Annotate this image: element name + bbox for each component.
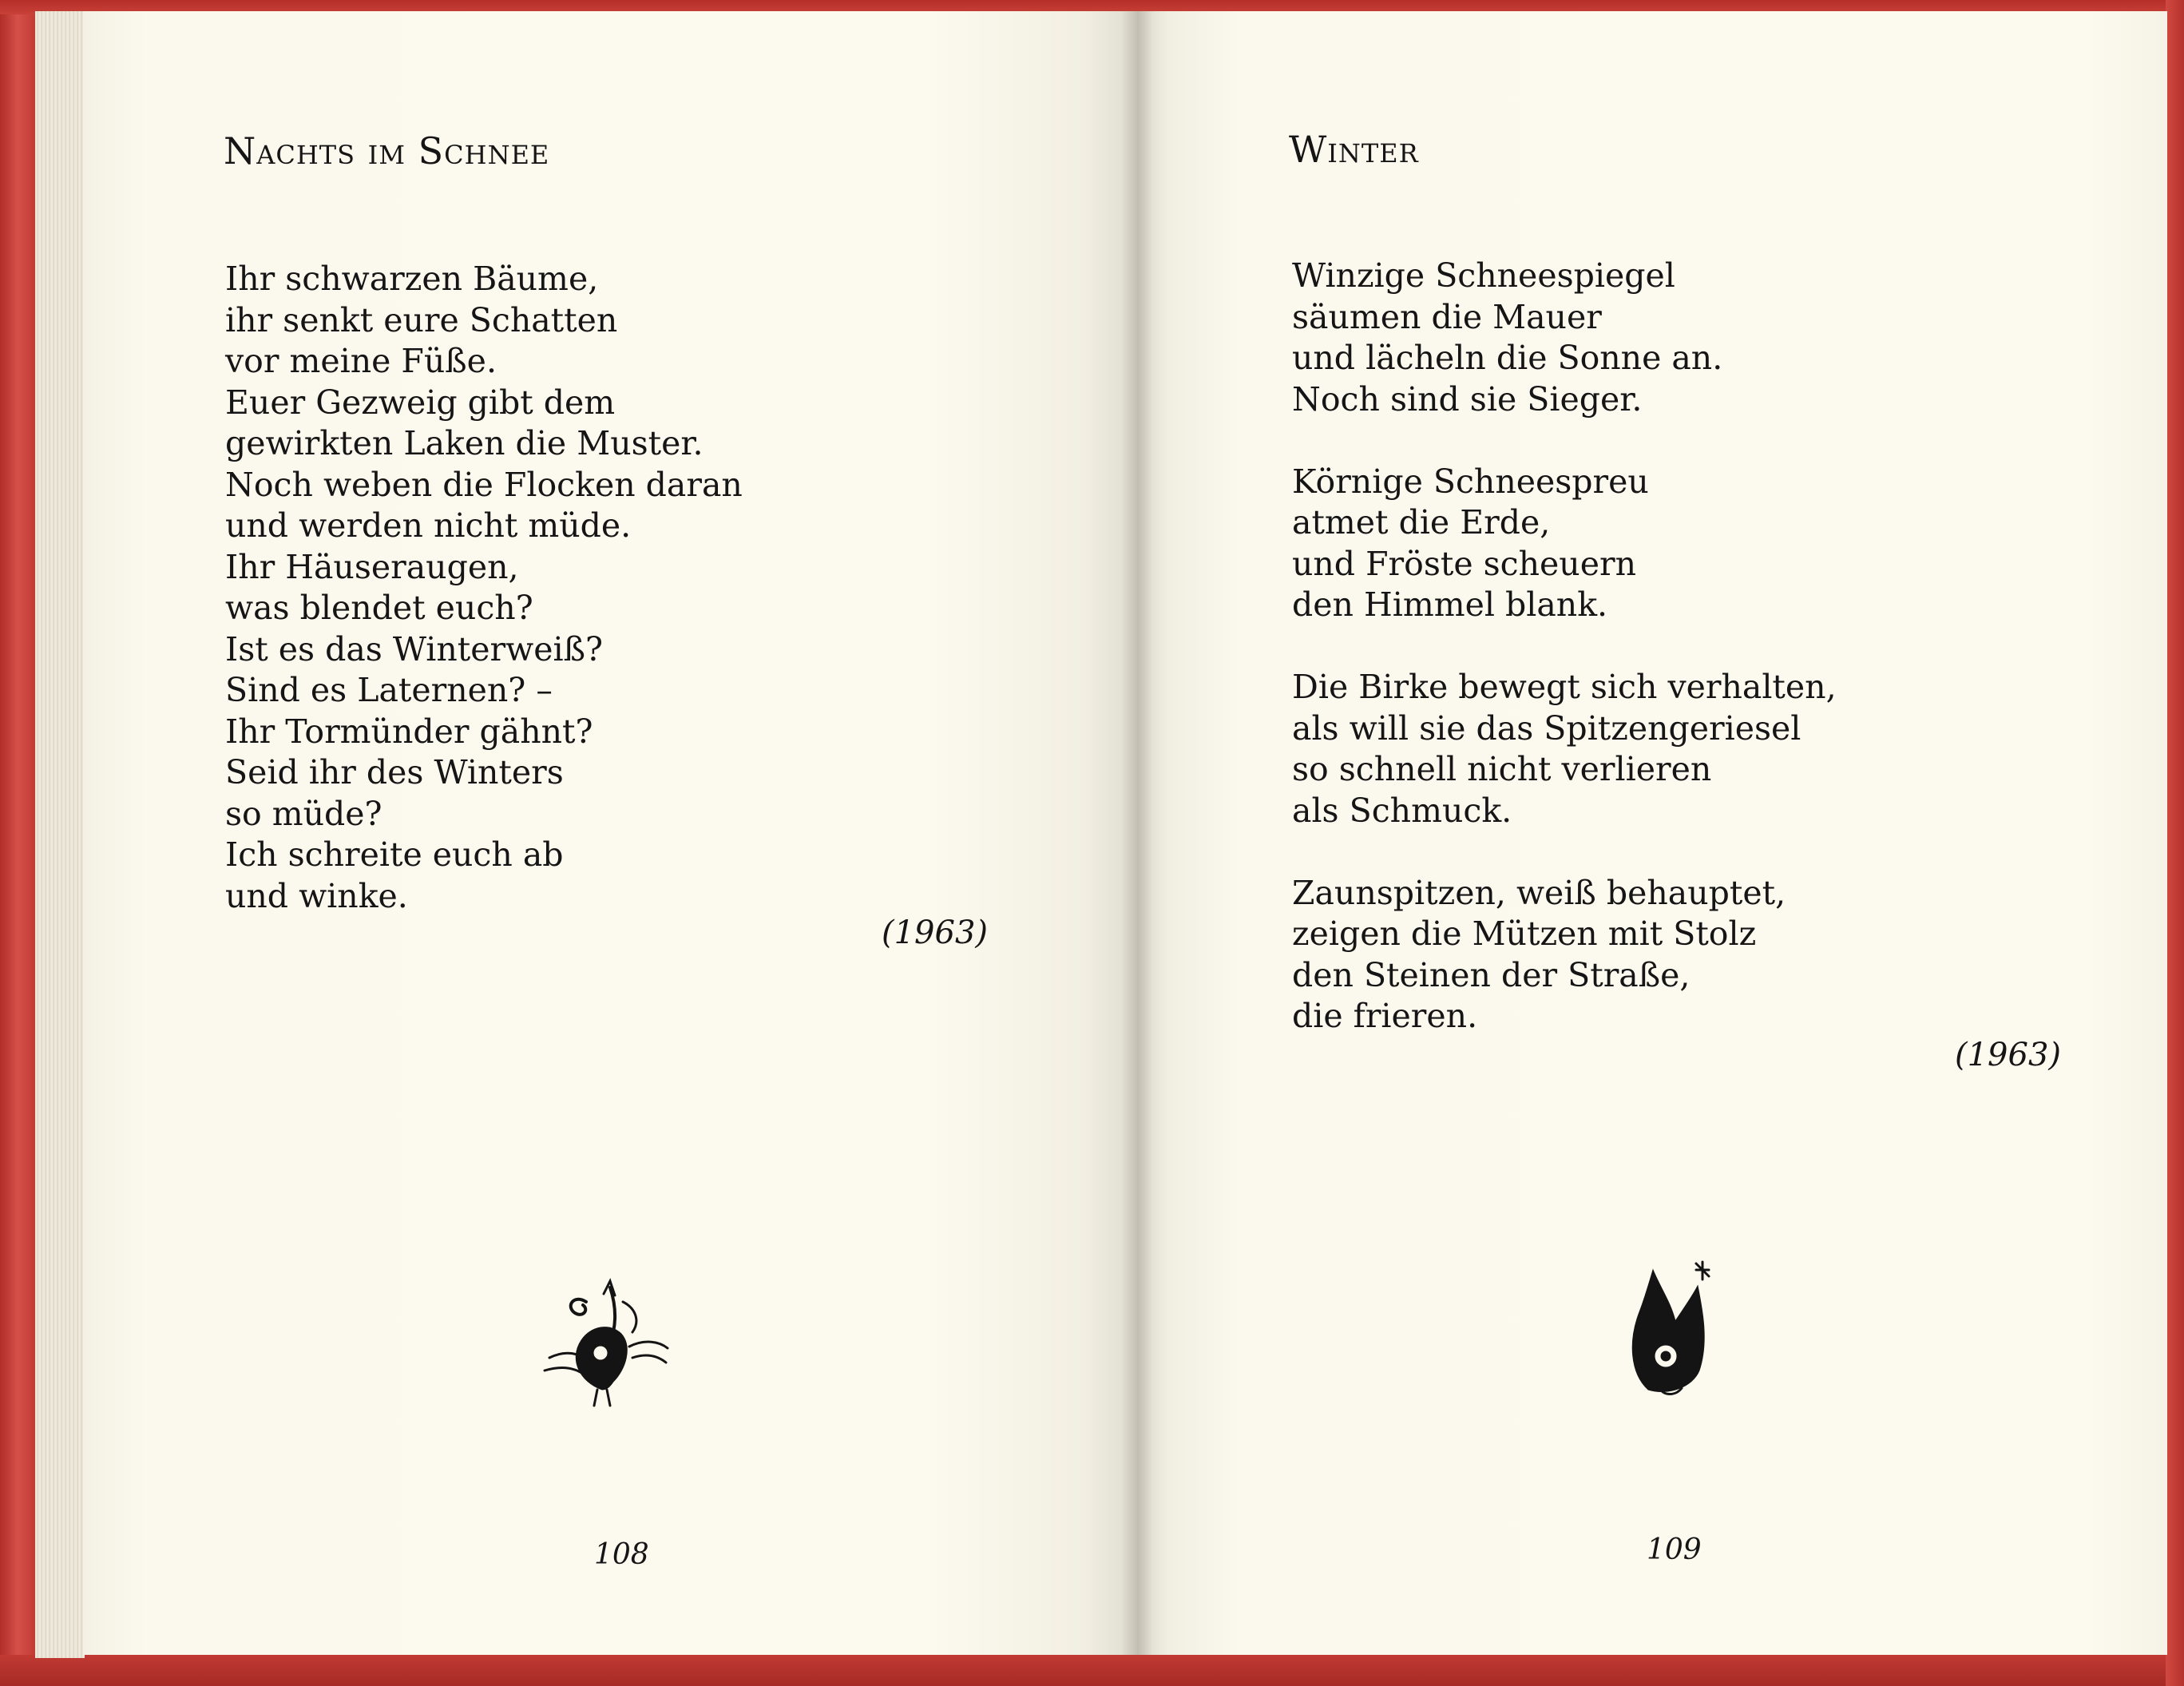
poem-line: Winzige Schneespiegel bbox=[1292, 256, 1675, 295]
poem-line: Noch sind sie Sieger. bbox=[1292, 379, 1643, 419]
page-stack-edges bbox=[35, 11, 85, 1658]
stanza-break bbox=[1292, 626, 1837, 668]
book-cover-bottom-edge bbox=[0, 1655, 2184, 1686]
stanza-break bbox=[1292, 420, 1837, 462]
right-poem-body bbox=[1292, 256, 1837, 1037]
stanza-break bbox=[1292, 831, 1837, 873]
poem-line: den Steinen der Straße, bbox=[1292, 955, 1691, 994]
poem-line: Ihr Häuseraugen, bbox=[225, 547, 519, 586]
right-poem-year: (1963) bbox=[1955, 1037, 2062, 1073]
left-page-number: 108 bbox=[594, 1538, 649, 1571]
poem-line: Euer Gezweig gibt dem bbox=[225, 383, 616, 422]
left-poem-year: (1963) bbox=[882, 914, 989, 951]
poem-line: Seid ihr des Winters bbox=[225, 753, 564, 791]
poem-line: und winke. bbox=[225, 876, 408, 915]
left-poem-body bbox=[225, 259, 743, 917]
poem-line: als Schmuck. bbox=[1292, 791, 1512, 830]
poem-line: Zaunspitzen, weiß behauptet, bbox=[1292, 873, 1786, 912]
poem-line: Noch weben die Flocken daran bbox=[225, 465, 743, 504]
book-cover-right-edge bbox=[2166, 0, 2184, 1686]
left-poem-title: Nachts im Schnee bbox=[224, 129, 550, 173]
right-poem-title: Winter bbox=[1289, 128, 1419, 171]
poem-line: und lächeln die Sonne an. bbox=[1292, 339, 1723, 377]
poem-line: zeigen die Mützen mit Stolz bbox=[1292, 914, 1757, 953]
left-ornament-icon bbox=[533, 1270, 677, 1414]
poem-line: die frieren. bbox=[1292, 997, 1478, 1035]
poem-line: so müde? bbox=[225, 794, 382, 833]
poem-line: ihr senkt eure Schatten bbox=[225, 300, 618, 339]
poem-line: säumen die Mauer bbox=[1292, 297, 1602, 336]
poem-line: atmet die Erde, bbox=[1292, 503, 1551, 542]
poem-line: und Fröste scheuern bbox=[1292, 544, 1636, 583]
poem-line: Körnige Schneespreu bbox=[1292, 462, 1649, 501]
poem-line: vor meine Füße. bbox=[225, 342, 497, 380]
poem-line: den Himmel blank. bbox=[1292, 585, 1608, 624]
poem-line: Die Birke bewegt sich verhalten, bbox=[1292, 668, 1837, 706]
poem-line: Ihr Tormünder gähnt? bbox=[225, 712, 593, 751]
poem-line: Sind es Laternen? – bbox=[225, 671, 553, 709]
poem-line: was blendet euch? bbox=[225, 589, 533, 627]
right-page-number: 109 bbox=[1647, 1533, 1702, 1566]
book-cover-left-edge bbox=[0, 0, 35, 1686]
poem-line: und werden nicht müde. bbox=[225, 506, 632, 545]
poem-line: Ich schreite euch ab bbox=[225, 835, 564, 874]
poem-line: als will sie das Spitzengeriesel bbox=[1292, 708, 1802, 748]
poem-line: so schnell nicht verlieren bbox=[1292, 750, 1712, 788]
right-ornament-icon bbox=[1616, 1254, 1728, 1398]
poem-line: Ihr schwarzen Bäume, bbox=[225, 260, 599, 298]
book-gutter bbox=[1121, 11, 1153, 1655]
poem-line: gewirkten Laken die Muster. bbox=[225, 424, 704, 462]
poem-line: Ist es das Winterweiß? bbox=[225, 629, 603, 668]
